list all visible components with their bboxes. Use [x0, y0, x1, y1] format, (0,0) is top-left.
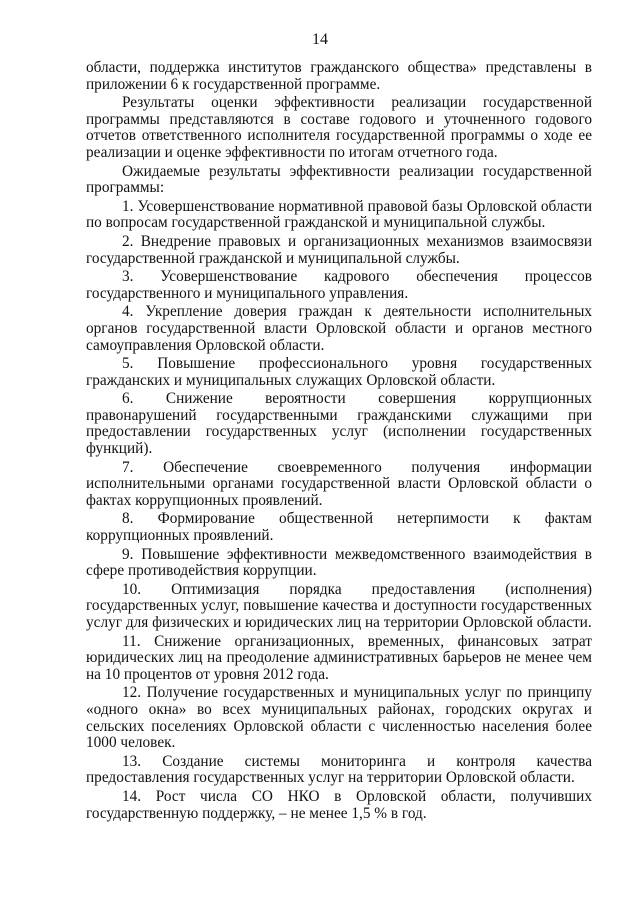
- list-item-number: 4.: [122, 303, 134, 321]
- list-item-number: 12.: [122, 684, 142, 702]
- list-item: [86, 391, 592, 457]
- list-item-text: Снижение организационных, временных, финансовых затрат юридических лиц на преодоление административных барьеров не менее чем на 10 процентов от уровня 2012 года.: [86, 632, 592, 683]
- list-item-number: 9.: [122, 545, 134, 563]
- list-item-number: 8.: [122, 510, 134, 528]
- list-item: [86, 199, 592, 232]
- list-item-text: Обеспечение своевременного получения информации исполнительными органами государственной власти Орловской области о фактах коррупционных проявлений.: [86, 458, 592, 509]
- list-item-number: 11.: [122, 632, 141, 650]
- list-item: [86, 511, 592, 544]
- list-item: [86, 789, 592, 822]
- list-item-number: 5.: [122, 355, 134, 373]
- list-item: [86, 582, 592, 632]
- list-item: [86, 356, 592, 389]
- list-item: [86, 634, 592, 684]
- paragraph-evaluation-results: Результаты оценки эффективности реализации государственной программы представляются в составе годового и уточненного годового отчетов ответственного исполнителя государственной программы о ходе ее реализации и оценке эффективности по итогам отчетного года.: [86, 94, 592, 161]
- list-item: [86, 304, 592, 354]
- paragraph-expected-results-intro: Ожидаемые результаты эффективности реализации государственной программы:: [86, 162, 592, 197]
- list-item-text: Усовершенствование кадрового обеспечения процессов государственного и муниципального управления.: [86, 268, 592, 302]
- list-item: [86, 547, 592, 580]
- list-item-text: Создание системы мониторинга и контроля качества предоставления государственных услуг на территории Орловской области.: [86, 752, 592, 787]
- list-item: [86, 234, 592, 267]
- list-item-text: Рост числа СО НКО в Орловской области, получивших государственную поддержку, – не менее 1,5 % в год.: [86, 787, 592, 822]
- list-item-text: Внедрение правовых и организационных механизмов взаимосвязи государственной гражданской и муниципальной службы.: [86, 232, 593, 267]
- list-item-text: Получение государственных и муниципальных услуг по принципу «одного окна» во всех муниципальных районах, городских округах и сельских поселениях Орловской области с численностью населения более 1000 человек.: [86, 684, 593, 752]
- list-item-text: Усовершенствование нормативной правовой базы Орловской области по вопросам государственной гражданской и муниципальной службы.: [86, 197, 593, 232]
- list-item-number: 1.: [122, 197, 134, 215]
- list-item-text: Укрепление доверия граждан к деятельности исполнительных органов государственной власти Орловской области и органов местного самоуправления Орловской области.: [86, 303, 592, 354]
- list-item-number: 2.: [122, 232, 134, 250]
- list-item-text: Снижение вероятности совершения коррупционных правонарушений государственными гражданскими служащими при предоставлении государственных услуг (исполнении государственных функций).: [86, 390, 592, 458]
- list-item-text: Повышение эффективности межведомственного взаимодействия в сфере противодействия коррупции.: [86, 545, 592, 580]
- list-item: [86, 269, 592, 302]
- list-item-number: 14.: [122, 787, 142, 805]
- list-item: [86, 685, 592, 751]
- list-item: [86, 460, 592, 510]
- list-item-number: 10.: [122, 580, 142, 598]
- paragraph-continued: области, поддержка институтов гражданского общества» представлены в приложении 6 к государственной программе.: [86, 59, 592, 93]
- list-item: [86, 754, 592, 787]
- page-number: 14: [312, 31, 328, 48]
- list-item-number: 3.: [122, 268, 134, 286]
- list-item-text: Формирование общественной нетерпимости к фактам коррупционных проявлений.: [86, 510, 592, 545]
- list-item-number: 7.: [122, 458, 134, 476]
- document-body: [86, 60, 592, 824]
- list-item-number: 13.: [122, 752, 142, 770]
- list-item-text: Повышение профессионального уровня государственных гражданских и муниципальных служащих Орловской области.: [86, 355, 592, 389]
- list-item-text: Оптимизация порядка предоставления (исполнения) государственных услуг, повышение качества и доступности государственных услуг для физических и юридических лиц на территории Орловской области.: [86, 580, 593, 631]
- list-item-number: 6.: [122, 390, 134, 408]
